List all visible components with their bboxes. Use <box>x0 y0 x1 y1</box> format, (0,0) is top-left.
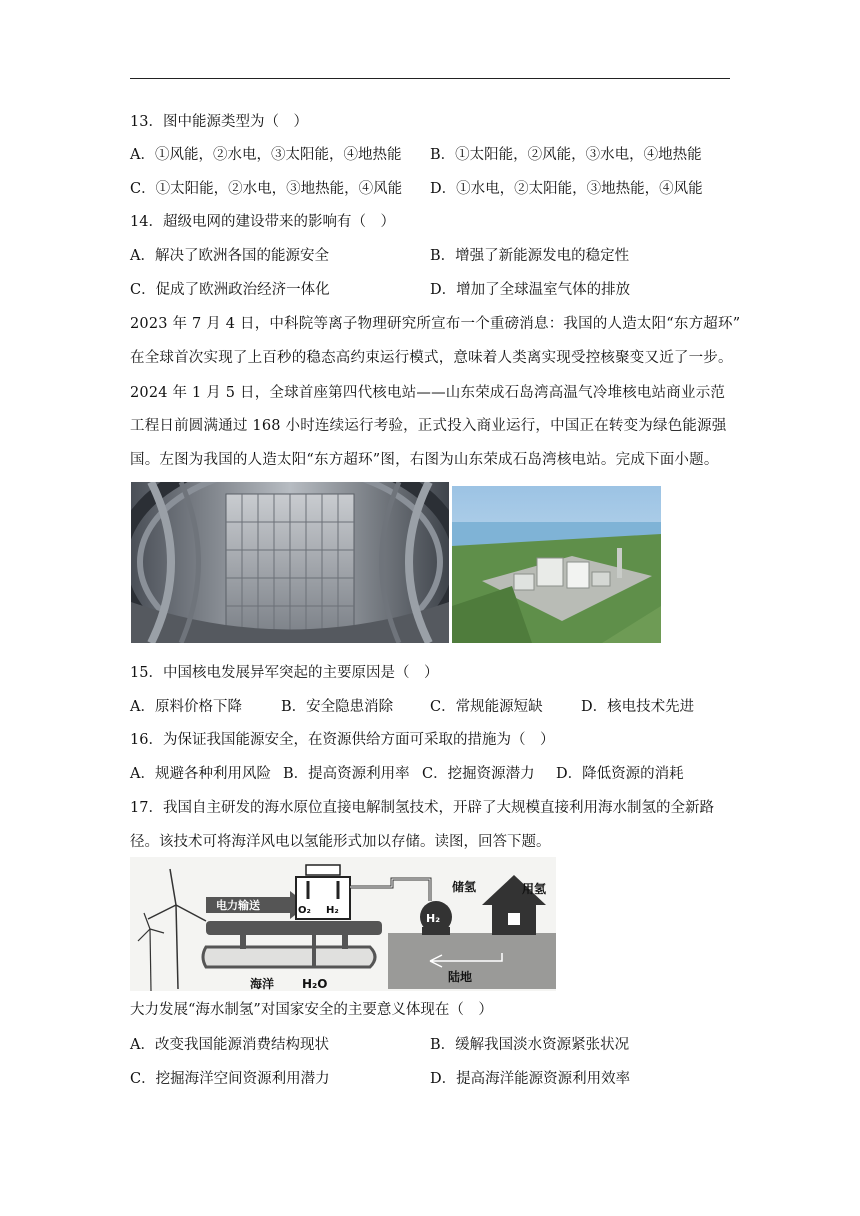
q13-option-c[interactable]: C．①太阳能，②水电，③地热能，④风能 <box>130 181 403 197</box>
q13-option-a[interactable]: A．①风能，②水电，③太阳能，④地热能 <box>130 147 402 163</box>
nuclear-plant-photo <box>452 486 661 643</box>
q16-option-c[interactable]: C．挖掘资源潜力 <box>422 766 535 782</box>
passage-line-1: 2023 年 7 月 4 日，中科院等离子物理研究所宣布一个重磅消息：我国的人造太阳“东方超环” <box>130 316 741 332</box>
tokamak-photo <box>131 482 449 643</box>
q17-stem-line-1: 17．我国自主研发的海水原位直接电解制氢技术，开辟了大规模直接利用海水制氢的全新路 <box>130 800 714 816</box>
seawater-hydrogen-diagram <box>130 857 556 991</box>
passage-line-5: 国。左图为我国的人造太阳“东方超环”图，右图为山东荣成石岛湾核电站。完成下面小题。 <box>130 452 719 468</box>
q17-option-b[interactable]: B．缓解我国淡水资源紧张状况 <box>430 1037 630 1053</box>
q17-option-d[interactable]: D．提高海洋能源资源利用效率 <box>430 1071 631 1087</box>
use-label: 用氢 <box>522 882 547 896</box>
q16-stem: 16．为保证我国能源安全，在资源供给方面可采取的措施为（ ） <box>130 732 555 748</box>
q17-stem-line-2: 径。该技术可将海洋风电以氢能形式加以存储。读图，回答下题。 <box>130 834 551 850</box>
q14-stem: 14．超级电网的建设带来的影响有（ ） <box>130 214 395 230</box>
o2-label: O₂ <box>298 905 311 916</box>
platform-top <box>206 921 382 935</box>
q17-option-c[interactable]: C．挖掘海洋空间资源利用潜力 <box>130 1071 330 1087</box>
land-label: 陆地 <box>448 970 473 984</box>
q15-option-c[interactable]: C．常规能源短缺 <box>430 699 543 715</box>
q15-option-d[interactable]: D．核电技术先进 <box>581 699 695 715</box>
header-rule <box>130 78 730 79</box>
q14-option-d[interactable]: D．增加了全球温室气体的排放 <box>430 282 631 298</box>
passage-line-3: 2024 年 1 月 5 日，全球首座第四代核电站——山东荣成石岛湾高温气冷堆核电站商业示范 <box>130 385 726 401</box>
q17-question: 大力发展“海水制氢”对国家安全的主要意义体现在（ ） <box>130 1002 493 1018</box>
q17-option-a[interactable]: A．改变我国能源消费结构现状 <box>130 1037 329 1053</box>
storage-label: 储氢 <box>452 880 477 894</box>
tank-label: H₂ <box>426 912 441 925</box>
passage-line-2: 在全球首次实现了上百秒的稳态高约束运行模式，意味着人类离实现受控核聚变又近了一步。 <box>130 350 733 366</box>
q16-option-b[interactable]: B．提高资源利用率 <box>283 766 410 782</box>
q16-option-d[interactable]: D．降低资源的消耗 <box>556 766 684 782</box>
q16-option-a[interactable]: A．规避各种利用风险 <box>130 766 271 782</box>
q13-stem: 13．图中能源类型为（ ） <box>130 114 308 130</box>
q15-option-b[interactable]: B．安全隐患消除 <box>281 699 394 715</box>
q15-option-a[interactable]: A．原料价格下降 <box>130 699 242 715</box>
q13-option-d[interactable]: D．①水电，②太阳能，③地热能，④风能 <box>430 181 703 197</box>
h2-label: H₂ <box>326 905 339 916</box>
sea-label: 海洋 <box>250 977 275 991</box>
q15-stem: 15．中国核电发展异军突起的主要原因是（ ） <box>130 665 439 681</box>
passage-line-4: 工程日前圆满通过 168 小时连续运行考验，正式投入商业运行，中国正在转变为绿色能源强 <box>130 418 727 434</box>
q14-option-c[interactable]: C．促成了欧洲政治经济一体化 <box>130 282 330 298</box>
q14-option-a[interactable]: A．解决了欧洲各国的能源安全 <box>130 248 329 264</box>
water-label: H₂O <box>302 977 328 991</box>
power-label: 电力输送 <box>216 899 260 912</box>
q13-option-b[interactable]: B．①太阳能，②风能，③水电，④地热能 <box>430 147 702 163</box>
q14-option-b[interactable]: B．增强了新能源发电的稳定性 <box>430 248 630 264</box>
